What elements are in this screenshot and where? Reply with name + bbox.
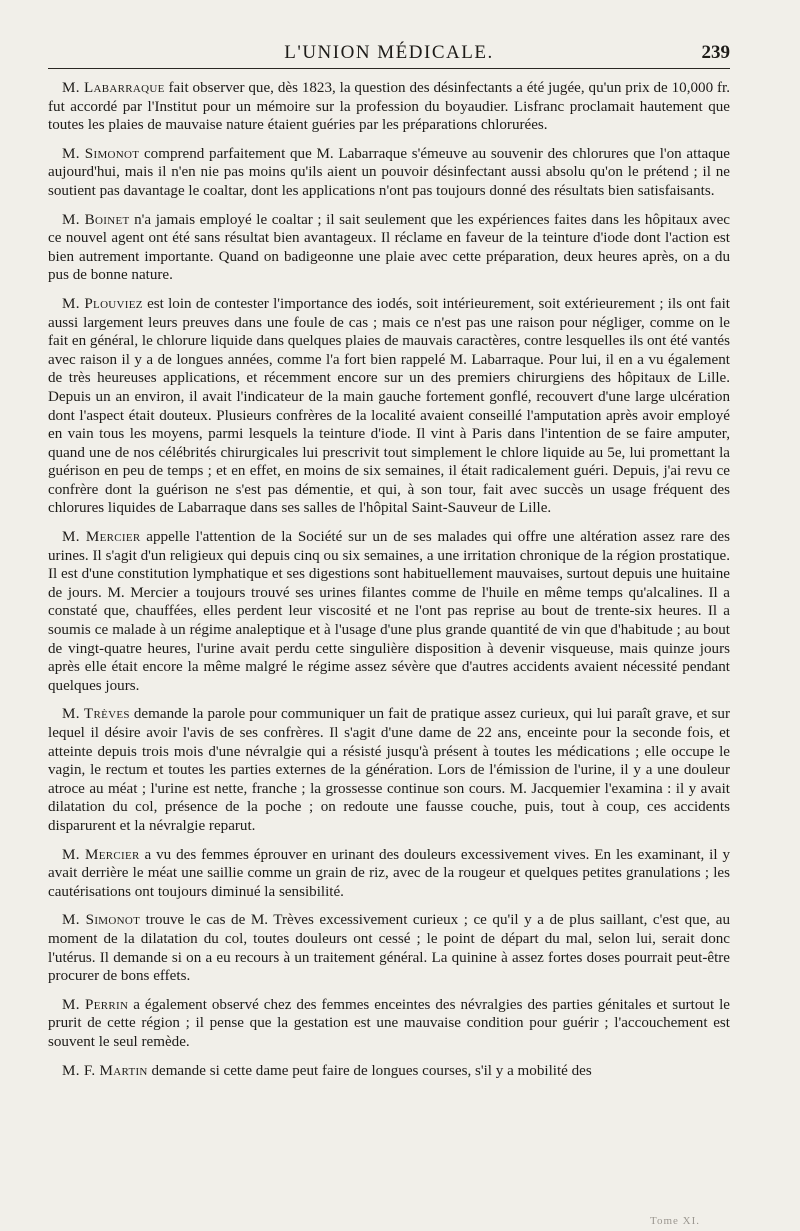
speaker-name: M. Simonot xyxy=(62,145,140,162)
paragraph xyxy=(48,295,730,518)
speaker-name: M. Trèves xyxy=(62,706,130,723)
paragraph xyxy=(48,211,730,285)
volume-signature: Tome XI. xyxy=(650,1215,700,1227)
paragraph xyxy=(48,79,730,135)
running-title: L'UNION MÉDICALE. xyxy=(284,42,494,63)
paragraph-text: n'a jamais employé le coaltar ; il sait seulement que les expériences faites dans les hôpitaux avec ce nouvel agent ont été sans résultat bien avantageux. Il réclame en faveur de la teinture d'iode dont l'action est bien autrement importante. Quand on badigeonne une plaie avec cette préparation, deux heures après, on a du pus de bonne nature. xyxy=(48,211,730,284)
speaker-name: M. Plouviez xyxy=(62,295,143,312)
speaker-name: M. Labarraque xyxy=(62,80,165,96)
paragraph xyxy=(48,911,730,985)
speaker-name: M. F. Martin xyxy=(62,1062,148,1079)
speaker-name: M. Simonot xyxy=(62,912,141,929)
paragraph xyxy=(48,145,730,201)
speaker-name: M. Perrin xyxy=(62,996,129,1013)
page-header xyxy=(48,38,730,69)
paragraph xyxy=(48,846,730,902)
paragraph-text: demande si cette dame peut faire de longues courses, s'il y a mobilité des xyxy=(147,1062,592,1079)
paragraph-text: fait observer que, dès 1823, la question des désinfectants a été jugée, qu'un prix de 10,000 fr. fut accordé par l'Institut pour un mémoire sur la profession du boyaudier. Lisfranc proclamait hautement que toutes les plaies de mauvaise nature étaient guéries par les préparations chlorurées. xyxy=(48,80,731,134)
page-number: 239 xyxy=(701,42,730,63)
paragraph xyxy=(48,996,730,1052)
paragraph xyxy=(48,705,730,835)
speaker-name: M. Boinet xyxy=(62,211,130,228)
paragraph xyxy=(48,528,730,695)
paragraph-text: a vu des femmes éprouver en urinant des douleurs excessivement vives. En les examinant, il y avait derrière le méat une saillie comme un grain de riz, avec de la rougeur et quelques petites granulations ; les cautérisations ont toujours diminué la sensibilité. xyxy=(48,846,730,900)
paragraph-text: demande la parole pour communiquer un fait de pratique assez curieux, qui lui paraît grave, et sur lequel il désire avoir l'avis de ses confrères. Il s'agit d'une dame de 22 ans, enceinte pour la seconde fois, et atteinte depuis trois mois d'une névralgie qui a résisté jusqu'à présent à toutes les médications ; elle occupe le vagin, le rectum et toutes les parties externes de la génération. Lors de l'émission de l'urine, il y a une douleur atroce au méat ; l'urine est nette, franche ; la grossesse continue son cours. M. Jacquemier l'examina : il y avait dilatation du col, présence de la poche ; on redoute une fausse couche, puis, tout à coup, ces accidents disparurent et la névralgie reparut. xyxy=(48,706,730,834)
speaker-name: M. Mercier xyxy=(62,846,140,863)
paragraph-text: trouve le cas de M. Trèves excessivement curieux ; ce qu'il y a de plus saillant, c'est que, au moment de la dilatation du col, toutes douleurs ont cessé ; le point de départ du mal, selon lui, serait donc l'utérus. Il demande si on a eu recours à un traitement général. La quinine à assez fortes doses pourrait peut-être procurer de bons effets. xyxy=(48,912,730,985)
speaker-name: M. Mercier xyxy=(62,529,141,546)
paragraph-text: a également observé chez des femmes enceintes des névralgies des parties génitales et surtout le prurit de cette région ; il pense que la gestation est une mauvaise condition pour guérir ; l'accouchement est souvent le seul remède. xyxy=(48,996,730,1050)
paragraph-text: appelle l'attention de la Société sur un de ses malades qui offre une altération assez rare des urines. Il s'agit d'un religieux qui depuis cinq ou six semaines, a une irritation chronique de la région prostatique. Il est d'une constitution lymphatique et ses digestions sont habituellement mauvaises, surtout depuis une huitaine de jours. M. Mercier a toujours trouvé ses urines filantes comme de l'huile en même temps qu'alcalines. Il a constaté que, chauffées, elles perdent leur viscosité et ne l'ont pas reprise au bout de trente-six heures. Il a soumis ce malade à un régime analeptique et à l'usage d'une plus grande quantité de vin que d'habitude ; au bout de vingt-quatre heures, l'urine avait perdu cette singulière disposition à devenir visqueuse, mais quinze jours après elle était encore la même malgré le régime assez sévère que d'autres accidents avaient nécessité pendant quelques jours. xyxy=(48,529,730,694)
paragraph xyxy=(48,1062,730,1081)
paragraph-text: comprend parfaitement que M. Labarraque s'émeuve au souvenir des chlorures que l'on attaque aujourd'hui, mais il n'en nie pas moins qu'ils aient un pouvoir désinfectant aussi absolu qu'on le prétend ; il ne soutient pas davantage le coaltar, dont les applications n'ont pas toujours donné des résultats bien satisfaisants. xyxy=(48,145,731,199)
body-text xyxy=(48,79,730,1080)
paragraph-text: est loin de contester l'importance des iodés, soit intérieurement, soit extérieurement ; ils ont fait aussi largement leurs preuves dans une foule de cas ; mais ce n'est pas une raison pour négliger, comme on le fait en général, le chlorure liquide dans quelques plaies de mauvais caractères, contre lesquelles ils ont été vantés avec raison il y a de longues années, comme l'a fort bien rappelé M. Labarraque. Pour lui, il en a vu également de très heureuses applications, et récemment encore sur un des premiers chirurgiens des hôpitaux de Lille. Depuis un an environ, il avait l'indicateur de la main gauche fortement gonflé, recouvert d'une large ulcération dont l'aspect était douteux. Plusieurs confrères de la localité avaient conseillé l'amputation après avoir employé en vain tous les moyens, parmi lesquels la teinture d'iode. Il vint à Paris dans l'intention de se faire amputer, quand une de nos célébrités chirurgicales lui prescrivit tout simplement le chlore liquide au 5e, lui promettant la guérison en peu de temps ; et en effet, en moins de six semaines, il était radicalement guéri. Depuis, j'ai revu ce confrère dont la guérison ne s'est pas démentie, et qui, à son tour, fait avec succès un usage fréquent des chlorures liquides de Labarraque dans ses salles de l'hôpital Saint-Sauveur de Lille. xyxy=(48,295,730,517)
